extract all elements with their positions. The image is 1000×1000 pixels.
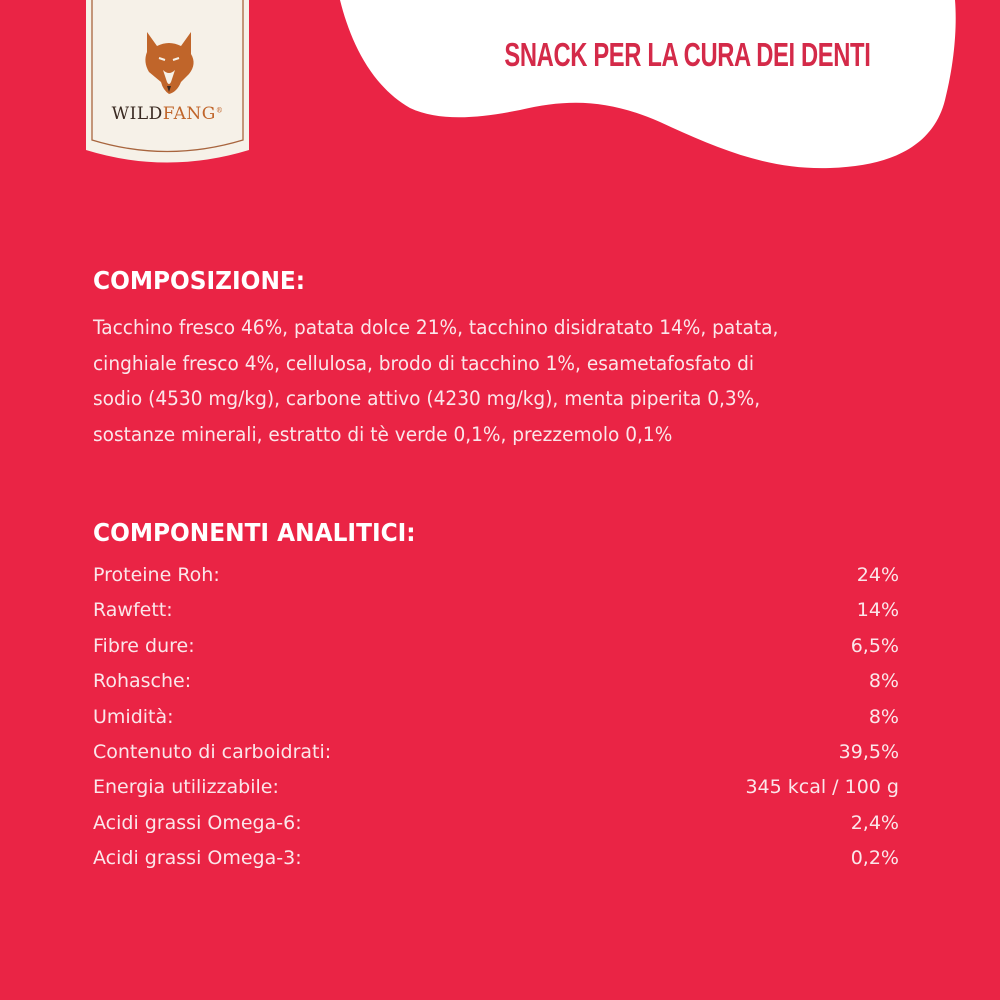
analytics-row-fibre	[93, 629, 899, 664]
analytics-value: 345 kcal / 100 g	[745, 776, 899, 799]
composition-text	[93, 310, 882, 452]
analytics-row-energy	[93, 770, 899, 805]
analytics-value: 2,4%	[850, 811, 899, 834]
product-headline: SNACK PER LA CURA DEI DENTI	[504, 36, 871, 73]
analytics-label: Fibre dure:	[93, 634, 195, 657]
wolf-head-icon	[141, 30, 197, 100]
analytics-value: 8%	[868, 670, 899, 693]
analytics-label: Acidi grassi Omega-6:	[93, 811, 302, 834]
analytics-value: 8%	[868, 705, 899, 728]
analytics-value: 24%	[856, 564, 899, 586]
brand-word-wild: WILD	[111, 104, 163, 124]
analytics-label: Contenuto di carboidrati:	[93, 740, 332, 763]
brand-logo-banner	[86, 0, 249, 166]
composition-line: Tacchino fresco 46%, patata dolce 21%, tacchino disidratato 14%, patata,	[93, 316, 779, 339]
brand-word-fang: FANG	[162, 104, 216, 124]
analytics-label: Rawfett:	[93, 599, 173, 622]
analytics-title: COMPONENTI ANALITICI:	[93, 518, 416, 547]
analytics-row-omega6	[93, 806, 899, 841]
brand-wordmark	[86, 104, 249, 124]
registered-mark: ®	[215, 106, 224, 115]
composition-line: sodio (4530 mg/kg), carbone attivo (4230 mg/kg), menta piperita 0,3%,	[93, 387, 761, 410]
analytics-value: 14%	[856, 599, 899, 622]
analytics-row-ash	[93, 664, 899, 699]
analytics-row-carbs	[93, 735, 899, 770]
composition-line: sostanze minerali, estratto di tè verde 0,1%, prezzemolo 0,1%	[93, 422, 673, 446]
analytics-label: Proteine Roh:	[93, 564, 220, 586]
composition-line: cinghiale fresco 4%, cellulosa, brodo di tacchino 1%, esametafosfato di	[93, 351, 755, 375]
analytics-row-moisture	[93, 700, 899, 735]
analytics-label: Energia utilizzabile:	[93, 776, 279, 799]
analytics-label: Acidi grassi Omega-3:	[93, 847, 302, 870]
analytics-row-omega3	[93, 841, 899, 876]
analytics-row-protein	[93, 558, 899, 593]
analytics-value: 39,5%	[838, 740, 899, 763]
analytics-value: 0,2%	[850, 847, 899, 870]
analytics-label: Umidità:	[93, 705, 174, 728]
analytics-row-fat	[93, 593, 899, 628]
analytics-table	[93, 558, 899, 877]
analytics-value: 6,5%	[850, 634, 899, 657]
composition-title: COMPOSIZIONE:	[93, 266, 306, 295]
analytics-label: Rohasche:	[93, 670, 192, 693]
